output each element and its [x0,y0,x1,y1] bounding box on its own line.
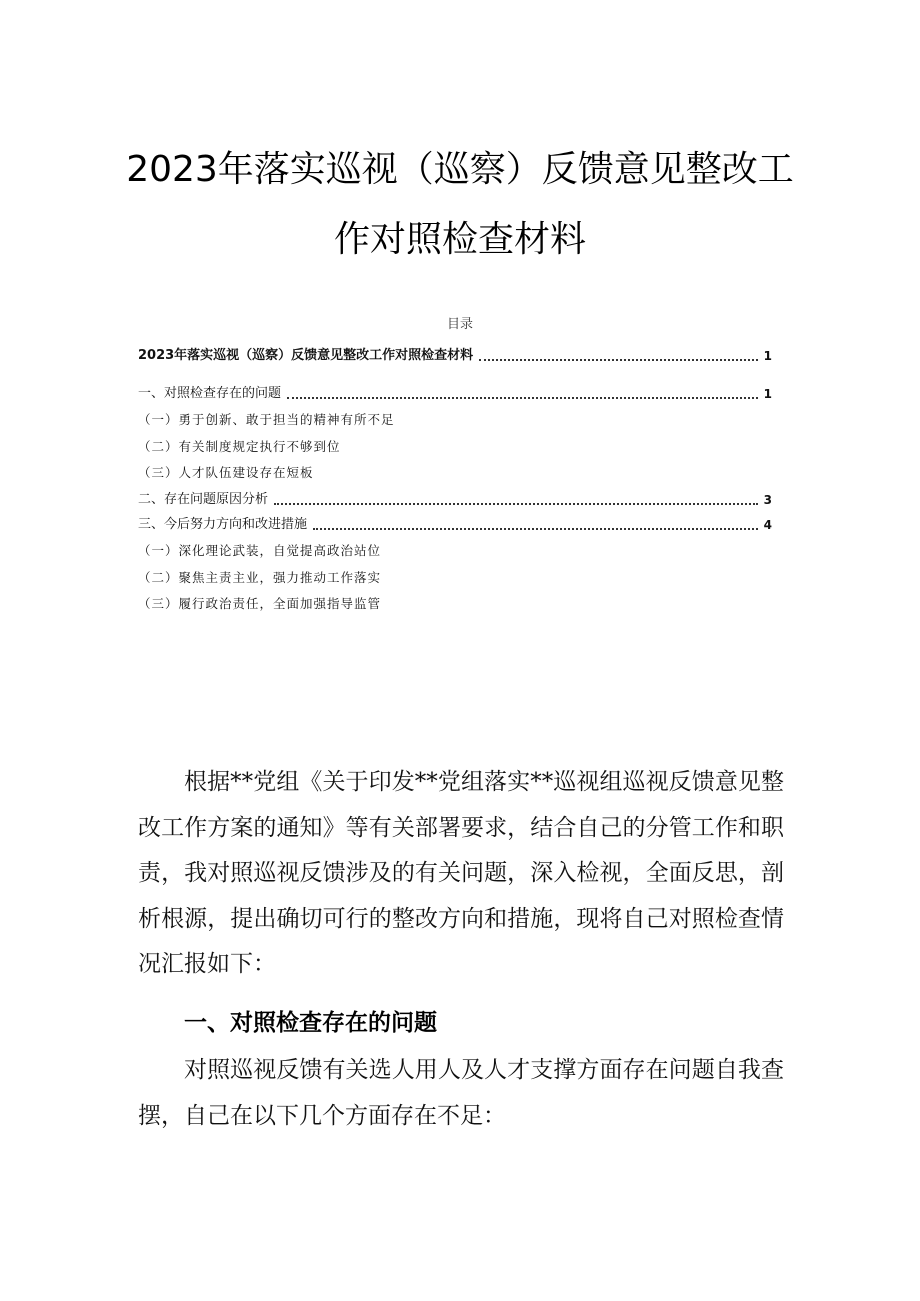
section-1-paragraph: 对照巡视反馈有关选人用人及人才支撑方面存在问题自我查摆，自己在以下几个方面存在不足： [138,1057,784,1129]
intro-paragraph: 根据**党组《关于印发**党组落实**巡视组巡视反馈意见整改工作方案的通知》等有关部署要求，结合自己的分管工作和职责，我对照巡视反馈涉及的有关问题，深入检视，全面反思，剖析根源，提出确切可行的整改方向和措施，现将自己对照检查情况汇报如下： [138,769,784,978]
toc-leader-dots [287,397,758,399]
toc-entry-section-1-3[interactable] [138,463,772,483]
toc-page-number: 1 [763,387,772,401]
toc-entry-text: （一）勇于创新、敢于担当的精神有所不足 [138,412,395,427]
toc-page-number: 4 [763,518,772,532]
document-title-line-2: 作对照检查材料 [333,219,586,260]
section-1-heading: 一、对照检查存在的问题 [184,1010,437,1036]
toc-entry-section-3-2[interactable] [138,568,772,588]
toc-entry-text: 三、今后努力方向和改进措施 [138,517,308,532]
toc-entry-text: （二）有关制度规定执行不够到位 [138,439,341,454]
toc-entry-section-1[interactable] [138,384,772,404]
toc-heading: 目录 [446,317,473,332]
toc-leader-dots [313,528,758,530]
toc-entry-section-1-2[interactable] [138,437,772,457]
document-title-line-1: 2023年落实巡视（巡察）反馈意见整改工 [126,149,794,190]
toc-page-number: 1 [763,349,772,363]
toc-leader-dots [479,359,757,361]
toc-entry-text: 2023年落实巡视（巡察）反馈意见整改工作对照检查材料 [138,348,474,363]
toc-entry-section-1-1[interactable] [138,410,772,430]
toc-leader-dots [274,503,758,505]
toc-entry-text: （一）深化理论武装，自觉提高政治站位 [138,543,382,558]
toc-entry-text: 一、对照检查存在的问题 [138,386,282,401]
toc-entry-section-3-3[interactable] [138,594,772,614]
toc-entry-text: 二、存在问题原因分析 [138,492,269,507]
toc-entry-text: （三）人才队伍建设存在短板 [138,465,314,480]
toc-entry-section-3[interactable] [138,515,772,535]
toc-entry-section-2[interactable] [138,490,772,510]
toc-entry-text: （三）履行政治责任，全面加强指导监管 [138,596,382,611]
toc-entry-section-3-1[interactable] [138,541,772,561]
toc-entry-title[interactable] [138,346,772,366]
toc-page-number: 3 [763,493,772,507]
toc-entry-text: （二）聚焦主责主业，强力推动工作落实 [138,570,382,585]
